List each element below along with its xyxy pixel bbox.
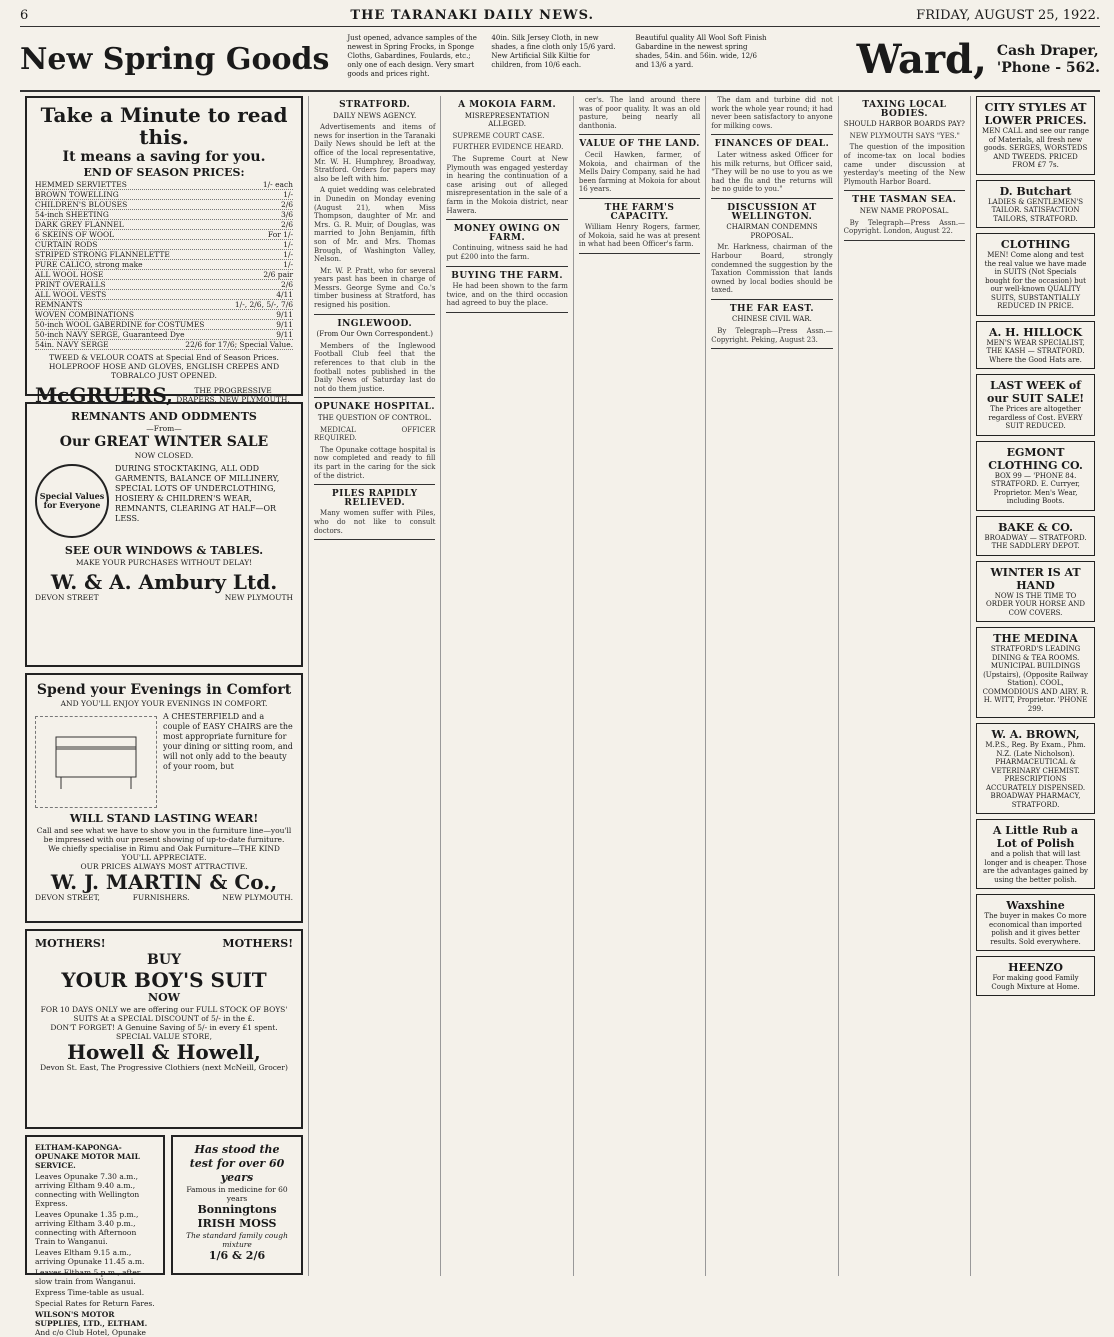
column-rule	[579, 134, 700, 135]
ad-body: A CHESTERFIELD and a couple of EASY CHAIRS are the most appropriate furniture for your dining or sitting room, and will not only add to the beauty of your room, but	[163, 712, 293, 771]
ad-now: NOW	[148, 991, 181, 1004]
ad-dont: DON'T FORGET! A Genuine Saving of 5/- in every £1 spent.	[50, 1023, 278, 1032]
article-paragraph: The question of the imposition of income-tax on local bodies came under discussion at yesterday's meeting of the New Plymouth Harbor Board.	[843, 143, 966, 186]
article-headline: FINANCES OF DEAL.	[714, 139, 830, 150]
right-advert	[976, 723, 1095, 814]
advert-title: HEENZO	[1008, 961, 1063, 974]
price-row	[35, 190, 293, 200]
ad-buy: BUY	[146, 952, 182, 968]
right-advert	[976, 627, 1095, 718]
ad-subheadline: It means a saving for you.	[62, 149, 266, 165]
ad-special: SPECIAL VALUE STORE,	[116, 1032, 213, 1041]
right-advert	[976, 374, 1095, 436]
column-rule	[446, 266, 567, 267]
price-row	[35, 180, 293, 190]
article-paragraph: Many women suffer with Piles, who do not like to consult doctors.	[314, 509, 436, 535]
article-paragraph: Advertisements and items of news for insertion in the Taranaki Daily News should be left at the office of the local representative, Mr. W. H. Humphrey, Broadway, Stratford. Orders for papers may also be left with him.	[314, 123, 436, 183]
mcgruers-brand: McGRUERS,	[35, 383, 174, 407]
advert-text: LADIES & GENTLEMEN'S TAILOR. SATISFACTION TAILORS, STRATFORD.	[988, 197, 1084, 223]
howell-brand: Howell & Howell,	[67, 1040, 261, 1064]
article-paragraph: Cecil Hawken, farmer, of Mokoia, and chairman of the Mells Dairy Company, said he had been farming at Mokoia for about 16 years.	[578, 150, 701, 194]
ad-make: MAKE YOUR PURCHASES WITHOUT DELAY!	[75, 558, 253, 567]
article-paragraph: William Henry Rogers, farmer, of Mokoia, said he was at present in what had been Officer's farm.	[578, 223, 701, 249]
advert-title: A Little Rub a Lot of Polish	[992, 824, 1079, 850]
price-item-value: 3/6	[280, 210, 294, 219]
article-headline: TAXING LOCAL BODIES.	[862, 100, 947, 119]
column-rule	[711, 134, 832, 135]
column-rule	[446, 219, 567, 220]
column-news-4	[574, 96, 706, 1276]
addr-left: DEVON STREET	[35, 593, 99, 602]
article-subhead: SHOULD HARBOR BOARDS PAY?	[843, 120, 965, 129]
addr-3: NEW PLYMOUTH.	[222, 893, 294, 902]
page-columns	[20, 96, 1100, 1337]
ad-price: 1/6 & 2/6	[208, 1249, 266, 1262]
column-news-5	[706, 96, 838, 1276]
ad-headline: Spend your Evenings in Comfort	[36, 682, 292, 698]
article-subhead: CHAIRMAN CONDEMNS PROPOSAL.	[726, 223, 818, 240]
chair-illustration	[35, 716, 157, 808]
price-item-name: PURE CALICO, strong make	[35, 260, 143, 269]
timetable-line: Special Rates for Return Fares.	[35, 1299, 155, 1308]
column-ads-left	[20, 96, 309, 1337]
price-item-value: 9/11	[276, 330, 294, 339]
price-row	[35, 340, 293, 350]
column-rule	[314, 484, 435, 485]
mail-lines	[35, 1172, 155, 1308]
advert-title: BAKE & CO.	[998, 520, 1073, 534]
advert-title: CLOTHING	[1000, 238, 1071, 251]
price-item-name: PRINT OVERALLS	[35, 280, 106, 289]
timetable-line: Leaves Opunake 1.35 p.m., arriving Eltham 3.40 p.m., connecting with Afternoon Train to Wanganui.	[35, 1210, 139, 1246]
price-row	[35, 320, 293, 330]
right-advert	[976, 894, 1095, 951]
advert-text: MEN CALL and see our range of Materials, all fresh new goods. SERGES, WORSTEDS AND TWEEDS. PRICED FROM £7 7s.	[982, 127, 1090, 169]
advert-text: For making good Family Cough Mixture at Home.	[991, 974, 1080, 991]
ad-sub: Famous in medicine for 60 years	[186, 1185, 288, 1203]
ward-sub: Cash Draper,	[996, 43, 1099, 59]
price-row	[35, 220, 293, 230]
column-rule	[314, 539, 435, 540]
advert-text: STRATFORD'S LEADING DINING & TEA ROOMS. MUNICIPAL BUILDINGS (Upstairs), (Opposite Railway Station). COOL, COMMODIOUS AND AIRY. R. H. WITT, Proprietor. 'PHONE 299.	[982, 645, 1089, 713]
price-item-value: 1/-	[283, 240, 294, 249]
advert-title: WINTER IS AT HAND	[990, 565, 1081, 592]
article-headline: THE TASMAN SEA.	[852, 195, 957, 206]
price-item-name: ALL WOOL VESTS	[35, 290, 107, 299]
ward-advert	[857, 30, 1100, 90]
spring-goods-headline: New Spring Goods	[20, 42, 330, 77]
ad-subheadline: Our GREAT WINTER SALE	[59, 434, 269, 450]
advert-text: and a polish that will last longer and is cheaper. Those are the advantages gained by using the better polish.	[983, 850, 1089, 884]
top-advert-band	[20, 30, 1100, 92]
advert-title: LAST WEEK of our SUIT SALE!	[986, 379, 1085, 405]
spring-blurb-3: Beautiful quality All Wool Soft Finish Gabardine in the newest spring shades, 54in. and 56in. wide, 12/6 and 13/6 a yard.	[635, 34, 767, 69]
column-rule	[844, 240, 965, 241]
price-row	[35, 210, 293, 220]
price-item-name: 50-inch NAVY SERGE, Guaranteed Dye	[35, 330, 185, 339]
howell-addr: Devon St. East, The Progressive Clothiers (next McNeill, Grocer)	[40, 1063, 288, 1072]
ad-sub: AND YOU'LL ENJOY YOUR EVENINGS IN COMFORT.	[60, 699, 268, 708]
price-row	[35, 260, 293, 270]
price-item-name: 54in. NAVY SERGE	[35, 340, 109, 349]
advert-title: EGMONT CLOTHING CO.	[988, 445, 1083, 472]
advert-title: D. Butchart	[999, 184, 1072, 198]
article-headline: STRATFORD.	[339, 100, 411, 110]
price-item-value: 22/6 for 17/6; Special Value.	[185, 340, 294, 349]
price-row	[35, 200, 293, 210]
price-item-value: 1/- each	[262, 180, 294, 189]
price-item-value: For 1/-	[267, 230, 294, 239]
article-headline: THE FAR EAST.	[729, 303, 815, 314]
article-paragraph: Later witness asked Officer for his milk returns, but Officer said, "They will be no use to you as we had the flu and the returns will be no guide to you."	[711, 150, 833, 194]
article-paragraph: Mr. Harkness, chairman of the Harbour Board, strongly condemned the suggestion by the Taxation Commission that lands owned by local bodies should be taxed.	[711, 243, 833, 295]
right-advert	[976, 561, 1095, 623]
right-advert	[976, 96, 1095, 175]
column-news-6	[839, 96, 971, 1276]
column-rule	[446, 312, 567, 313]
advert-text: BOX 99 — 'PHONE 84. STRATFORD. E. Curryer, Proprietor. Men's Wear, including Boots.	[991, 471, 1080, 505]
timetable-line: Express Time-table as usual.	[35, 1288, 145, 1297]
article-headline: A MOKOIA FARM.	[458, 100, 557, 110]
motor-mail-advert	[25, 1135, 165, 1337]
advert-text: The Prices are altogether regardless of Cost. EVERY SUIT REDUCED.	[988, 405, 1083, 430]
advert-title: A. H. HILLOCK	[988, 325, 1083, 339]
price-row	[35, 290, 293, 300]
ward-name: Ward,	[856, 36, 987, 83]
ad-call: Call and see what we have to show you in the furniture line—you'll be impressed with our present showing of up-to-date furniture.	[36, 826, 292, 844]
column-rule	[314, 397, 435, 398]
price-row	[35, 270, 293, 280]
martin-brand: W. J. MARTIN & Co.,	[50, 870, 278, 894]
column-rule	[711, 198, 832, 199]
article-headline: MONEY OWING ON FARM.	[453, 224, 561, 243]
addr-right: NEW PLYMOUTH	[224, 593, 294, 602]
ambury-brand: W. & A. Ambury Ltd.	[50, 570, 278, 594]
ad-headline: Has stood the test for over 60 years	[189, 1143, 285, 1184]
price-item-value: 2/6	[280, 220, 294, 229]
price-item-name: HEMMED SERVIETTES	[35, 180, 127, 189]
ward-phone: 'Phone - 562.	[996, 60, 1100, 76]
article-paragraph: A quiet wedding was celebrated in Dunedin on Monday evening (August 21), when Miss Thompson, daughter of Mr. and Mrs. G. R. Muir, of Douglas, was married to John Benjamin, fifth son of Mr. and Mrs. Thomas Brough, of Washington Valley, Nelson.	[314, 186, 436, 264]
right-advert	[976, 441, 1095, 511]
advert-text: MEN! Come along and test the real value we have made in SUITS (Not Specials bought for the occasion) but our well-known QUALITY SUITS, SUBSTANTIALLY REDUCED IN PRICE.	[984, 251, 1087, 310]
article-headline: BUYING THE FARM.	[451, 270, 564, 281]
article-subhead: DAILY NEWS AGENCY.	[333, 111, 417, 120]
price-item-value: 2/6	[280, 200, 294, 209]
page-number: 6	[20, 7, 29, 23]
price-item-name: DARK GREY FLANNEL	[35, 220, 124, 229]
column-ads-right	[971, 96, 1100, 1276]
bonningtons-advert	[171, 1135, 303, 1275]
price-row	[35, 330, 293, 340]
column-rule	[711, 299, 832, 300]
price-item-name: CURTAIN RODS	[35, 240, 98, 249]
price-item-name: REMNANTS	[35, 300, 83, 309]
article-paragraph: By Telegraph—Press Assn.—Copyright. Peking, August 23.	[711, 327, 833, 344]
article-paragraph: Continuing, witness said he had put £200 into the farm.	[446, 244, 568, 261]
price-item-value: 1/-, 2/6, 5/-, 7/6	[234, 300, 294, 309]
article-paragraph: The Supreme Court at New Plymouth was engaged yesterday in hearing the continuation of a case arising out of alleged misrepresentation in the sale of a farm in the Mokoia district, near Hawera.	[446, 154, 568, 215]
martin-advert	[25, 673, 303, 923]
price-item-name: STRIPED STRONG FLANNELETTE	[35, 250, 170, 259]
price-item-name: 50-inch WOOL GABERDINE for COSTUMES	[35, 320, 205, 329]
ambury-advert	[25, 402, 303, 667]
price-item-name: ALL WOOL HOSE	[35, 270, 104, 279]
article-paragraph: NEW PLYMOUTH SAYS "YES."	[849, 131, 960, 140]
ad-headline: Take a Minute to read this.	[40, 103, 288, 149]
ad-prices: OUR PRICES ALWAYS MOST ATTRACTIVE.	[80, 862, 248, 871]
price-row	[35, 280, 293, 290]
right-advert	[976, 819, 1095, 889]
article-headline: PILES RAPIDLY RELIEVED.	[331, 489, 418, 508]
price-item-name: CHILDREN'S BLOUSES	[35, 200, 128, 209]
article-paragraph: Mr. W. P. Pratt, who for several years past has been in charge of Messrs. George Syme and Co.'s timber business at Stratford, has resigned his position.	[314, 266, 436, 310]
ad-suit: YOUR BOY'S SUIT	[61, 968, 267, 992]
ad-wear: WILL STAND LASTING WEAR!	[69, 812, 259, 825]
price-item-value: 1/-	[283, 250, 294, 259]
advert-title: Waxshine	[1006, 899, 1065, 912]
newspaper-title: THE TARANAKI DAILY NEWS.	[350, 7, 595, 23]
mcgruers-advert	[25, 96, 303, 407]
article-subhead: THE QUESTION OF CONTROL.	[317, 414, 432, 422]
ad-from: —From—	[146, 424, 182, 433]
addr-1: DEVON STREET,	[35, 893, 100, 902]
article-paragraph: He had been shown to the farm twice, and on the third occasion had agreed to buy the place.	[446, 282, 568, 308]
price-row	[35, 250, 293, 260]
ad-tag: The standard family cough mixture	[186, 1231, 288, 1249]
special-values-badge: Special Values for Everyone	[35, 464, 109, 538]
mail-brand: WILSON'S MOTOR SUPPLIES, LTD., ELTHAM.	[35, 1310, 148, 1328]
price-row	[35, 240, 293, 250]
advert-text: The buyer in makes Co more economical than imported polish and it gives better results. Sold everywhere.	[984, 912, 1087, 946]
mothers-left: MOTHERS!	[35, 937, 106, 950]
article-paragraph: cer's. The land around there was of poor quality. It was an old pasture, being nearly all danthonia.	[578, 96, 701, 130]
timetable-line: Leaves Opunake 7.30 a.m., arriving Eltham 9.40 a.m., connecting with Wellington Express.	[35, 1172, 140, 1208]
article-subhead: NEW NAME PROPOSAL.	[859, 206, 949, 215]
masthead	[20, 4, 1100, 27]
timetable-line: Leaves Eltham 5 p.m., after slow train from Wanganui.	[35, 1268, 141, 1286]
mothers-right: MOTHERS!	[222, 937, 294, 950]
right-advert	[976, 180, 1095, 229]
bonningtons-brand: Bonningtons IRISH MOSS	[197, 1203, 277, 1230]
ad-body: DURING STOCKTAKING, ALL ODD GARMENTS, BALANCE OF MILLINERY, SPECIAL LOTS OF UNDERCLOTHING, HOSIERY & CHILDREN'S WEAR, REMNANTS, CLEARING AT HALF—OR LESS.	[115, 464, 280, 523]
advert-title: THE MEDINA	[993, 632, 1078, 645]
price-item-name: 54-inch SHEETING	[35, 210, 109, 219]
price-item-value: 2/6	[280, 280, 294, 289]
column-news-2	[309, 96, 441, 1276]
spring-blurb-2: 40in. Silk Jersey Cloth, in new shades, a fine cloth only 15/6 yard. New Artificial Silk Kiltie for children, from 10/6 each.	[491, 34, 616, 69]
advert-text: BROADWAY — STRATFORD. THE SADDLERY DEPOT.	[984, 533, 1087, 550]
column-rule	[579, 198, 700, 199]
price-row	[35, 310, 293, 320]
ad-see: SEE OUR WINDOWS & TABLES.	[64, 544, 264, 557]
mcgruers-sub: THE PROGRESSIVE DRAPERS, NEW PLYMOUTH.	[176, 386, 290, 404]
right-advert	[976, 321, 1095, 370]
ad-body: FOR 10 DAYS ONLY we are offering our FULL STOCK OF BOYS' SUITS At a SPECIAL DISCOUNT of 5/- in the £.	[40, 1005, 288, 1023]
article-subhead: (From Our Own Correspondent.)	[316, 330, 433, 339]
advert-text: MEN'S WEAR SPECIALIST, THE KASH — STRATFORD. Where the Good Hats are.	[986, 338, 1085, 364]
mail-agent: And c/o Club Hotel, Opunake	[35, 1328, 146, 1337]
article-subhead: MISREPRESENTATION ALLEGED.	[464, 111, 550, 129]
column-news-3	[441, 96, 573, 1276]
column-rule	[711, 348, 832, 349]
price-item-value: 9/11	[276, 310, 294, 319]
advert-title: W. A. BROWN,	[991, 728, 1080, 741]
ad-headline: REMNANTS AND ODDMENTS	[71, 410, 257, 423]
price-item-value: 2/6 pair	[263, 270, 294, 279]
column-rule	[314, 314, 435, 315]
right-advert	[976, 516, 1095, 556]
article-paragraph: By Telegraph—Press Assn.—Copyright. London, August 22.	[843, 218, 966, 236]
ad-spec: We chiefly specialise in Rimu and Oak Furniture—THE KIND YOU'LL APPRECIATE.	[48, 844, 280, 862]
ad-headline: ELTHAM-KAPONGA-OPUNAKE MOTOR MAIL SERVICE.	[35, 1143, 140, 1170]
article-headline: INGLEWOOD.	[337, 318, 413, 329]
price-item-name: WOVEN COMBINATIONS	[35, 310, 134, 319]
article-subhead: CHINESE CIVIL WAR.	[732, 315, 812, 324]
price-item-name: 6 SKEINS OF WOOL	[35, 230, 115, 239]
column-rule	[579, 253, 700, 254]
article-headline: OPUNAKE HOSPITAL.	[314, 402, 435, 413]
price-item-value: 4/11	[276, 290, 294, 299]
article-paragraph: SUPREME COURT CASE.	[452, 131, 545, 140]
price-item-value: 1/-	[283, 190, 294, 199]
price-item-value: 9/11	[276, 320, 294, 329]
article-paragraph: The Opunake cottage hospital is now completed and ready to fill its part in the caring for the sick of the district.	[314, 445, 436, 480]
price-row	[35, 230, 293, 240]
right-advert	[976, 233, 1095, 316]
advert-title: CITY STYLES AT LOWER PRICES.	[984, 101, 1087, 127]
column-rule	[844, 190, 965, 191]
article-headline: THE FARM'S CAPACITY.	[604, 202, 675, 222]
price-item-value: 1/-	[283, 260, 294, 269]
article-paragraph: FURTHER EVIDENCE HEARD.	[452, 143, 564, 152]
issue-date: FRIDAY, AUGUST 25, 1922.	[916, 7, 1100, 23]
addr-2: FURNISHERS.	[132, 893, 190, 902]
article-headline: VALUE OF THE LAND.	[579, 139, 700, 150]
right-advert	[976, 956, 1095, 996]
article-headline: DISCUSSION AT WELLINGTON.	[727, 202, 817, 222]
article-paragraph: MEDICAL OFFICER REQUIRED.	[314, 425, 436, 443]
ad-section-title: END OF SEASON PRICES:	[83, 166, 245, 179]
advert-text: NOW IS THE TIME TO ORDER YOUR HORSE AND COW COVERS.	[986, 591, 1086, 617]
price-list	[35, 180, 293, 350]
ad-closed: NOW CLOSED.	[134, 451, 194, 460]
spring-blurb-1: Just opened, advance samples of the newest in Spring Frocks, in Sponge Cloths, Gabardines, Foulards, etc.; only one of each design. Very smart goods and prices right.	[347, 34, 477, 78]
price-item-name: BROWN TOWELLING	[35, 190, 119, 199]
article-paragraph: Members of the Inglewood Football Club feel that the references to that club in the football notes published in the Daily News of Saturday last do not do them justice.	[314, 341, 436, 393]
advert-text: M.P.S., Reg. By Exam., Phm. N.Z. (Late Nicholson). PHARMACEUTICAL & VETERINARY CHEMIST. PRESCRIPTIONS ACCURATELY DISPENSED. BROADWAY PHARMACY, STRATFORD.	[985, 741, 1086, 809]
timetable-line: Leaves Eltham 9.15 a.m., arriving Opunake 11.45 a.m.	[35, 1248, 145, 1266]
ad-note: TWEED & VELOUR COATS at Special End of Season Prices. HOLEPROOF HOSE AND GLOVES, ENGLISH CREPES AND TOBRALCO JUST OPENED.	[48, 353, 280, 380]
howell-advert	[25, 929, 303, 1129]
article-paragraph: The dam and turbine did not work the whole year round; it had never been satisfactory to anyone for milking cows.	[711, 96, 833, 130]
price-row	[35, 300, 293, 310]
ward-contact	[997, 43, 1100, 77]
